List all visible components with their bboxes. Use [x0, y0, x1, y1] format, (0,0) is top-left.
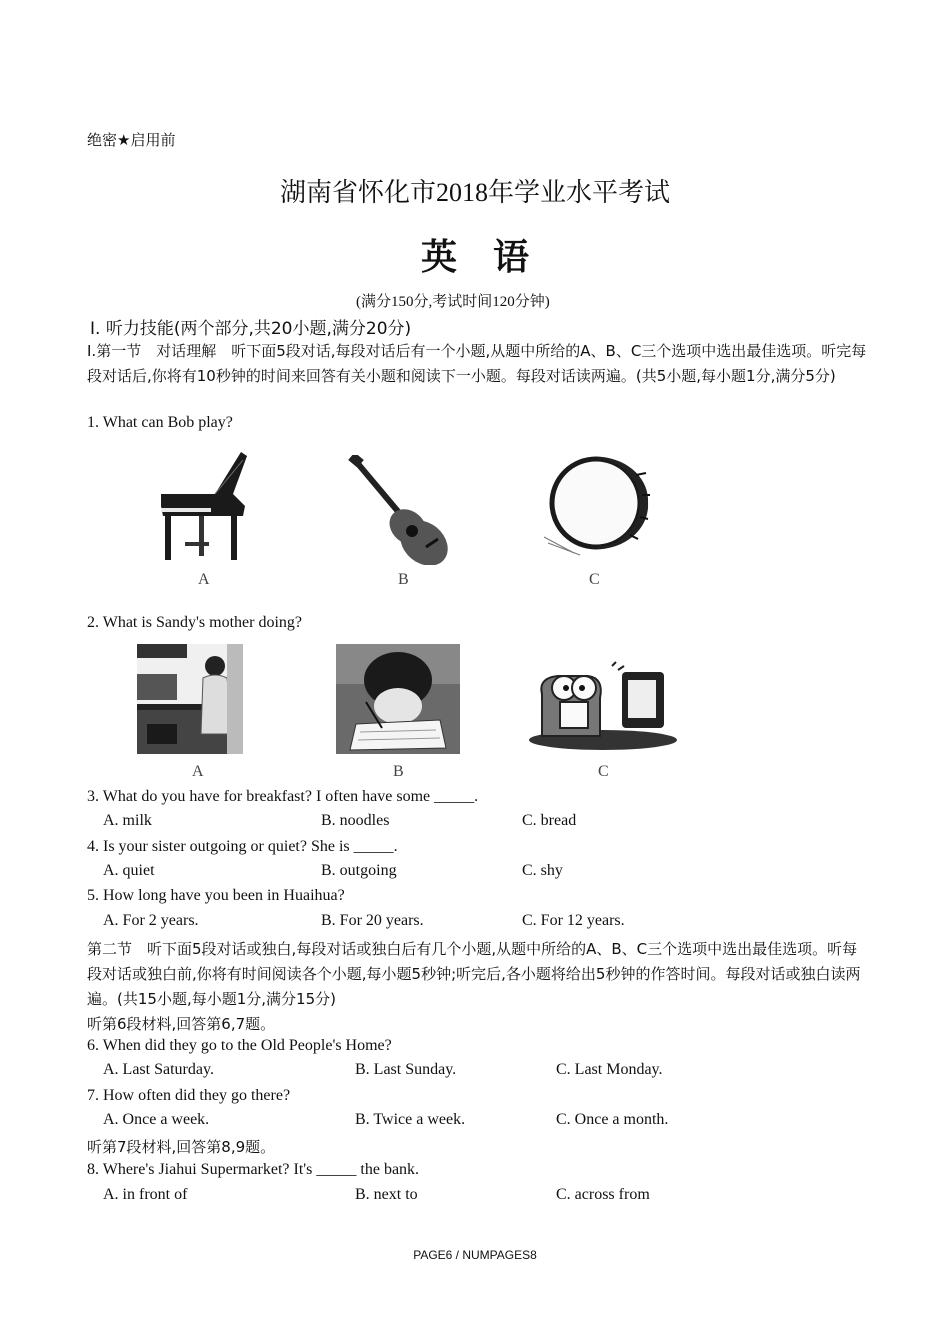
confidential-label: 绝密★启用前 [87, 131, 176, 149]
q1-caption-a: A [198, 571, 210, 588]
q8-option-a: A. in front of [103, 1186, 188, 1203]
q6-option-c: C. Last Monday. [556, 1061, 663, 1078]
exam-title: 湖南省怀化市2018年学业水平考试 [279, 178, 670, 207]
q1-caption-c: C [589, 571, 600, 588]
q1-caption-b: B [398, 571, 409, 588]
q5-option-c: C. For 12 years. [522, 912, 625, 929]
material6-label: 听第6段材料,回答第6,7题。 [87, 1015, 276, 1033]
q5-option-b: B. For 20 years. [321, 912, 424, 929]
q4-stem: 4. Is your sister outgoing or quiet? She is _____. [87, 838, 398, 855]
part-heading: Ⅰ. 听力技能(两个部分,共20小题,满分20分) [90, 319, 412, 339]
guitar-image [348, 455, 458, 565]
q6-option-b: B. Last Sunday. [355, 1061, 457, 1078]
q2-stem: 2. What is Sandy's mother doing? [87, 614, 303, 631]
q7-option-a: A. Once a week. [103, 1111, 210, 1128]
material7-label: 听第7段材料,回答第8,9题。 [87, 1138, 276, 1156]
q2-caption-c: C [598, 763, 609, 780]
q4-option-b: B. outgoing [321, 862, 397, 879]
q8-stem: 8. Where's Jiahui Supermarket? It's _____ the bank. [87, 1161, 420, 1178]
watching-tv-cartoon [528, 658, 678, 752]
q8-option-c: C. across from [556, 1186, 650, 1203]
q7-option-b: B. Twice a week. [355, 1111, 466, 1128]
q7-stem: 7. How often did they go there? [87, 1087, 291, 1104]
q3-option-b: B. noodles [321, 812, 390, 829]
section2-instructions: 第二节 听下面5段对话或独白,每段对话或独白后有几个小题,从题中所给的A、B、C三个选项中选出最佳选项。听每段对话或独白前,你将有时间阅读各个小题,每小题5秒钟;听完后,各小题将给出5秒钟的作答时间。每段对话或独白读两遍。(共15小题,每小题1分,满分15分) [87, 940, 861, 1008]
q3-stem: 3. What do you have for breakfast? I often have some _____. [87, 788, 479, 805]
piano-image [155, 446, 255, 566]
q5-stem: 5. How long have you been in Huaihua? [87, 887, 345, 904]
q6-stem: 6. When did they go to the Old People's Home? [87, 1037, 392, 1054]
q5-option-a: A. For 2 years. [103, 912, 199, 929]
q3-option-a: A. milk [103, 812, 152, 829]
score-info: (满分150分,考试时间120分钟) [356, 294, 550, 310]
q7-option-c: C. Once a month. [556, 1111, 669, 1128]
q4-option-a: A. quiet [103, 862, 155, 879]
cooking-photo [137, 644, 243, 754]
subject-title: 英 语 [420, 237, 529, 277]
writing-photo [336, 644, 460, 754]
q2-caption-a: A [192, 763, 204, 780]
drum-image [540, 455, 652, 559]
q3-option-c: C. bread [522, 812, 577, 829]
q8-option-b: B. next to [355, 1186, 418, 1203]
q6-option-a: A. Last Saturday. [103, 1061, 214, 1078]
q4-option-c: C. shy [522, 862, 563, 879]
q2-caption-b: B [393, 763, 404, 780]
page-number: PAGE6 / NUMPAGES8 [413, 1248, 537, 1262]
q1-stem: 1. What can Bob play? [87, 414, 233, 431]
section1-instructions: Ⅰ.第一节 对话理解 听下面5段对话,每段对话后有一个小题,从题中所给的A、B、C三个选项中选出最佳选项。听完每段对话后,你将有10秒钟的时间来回答有关小题和阅读下一小题。每段对话读两遍。(共5小题,每小题1分,满分5分) [87, 342, 867, 385]
